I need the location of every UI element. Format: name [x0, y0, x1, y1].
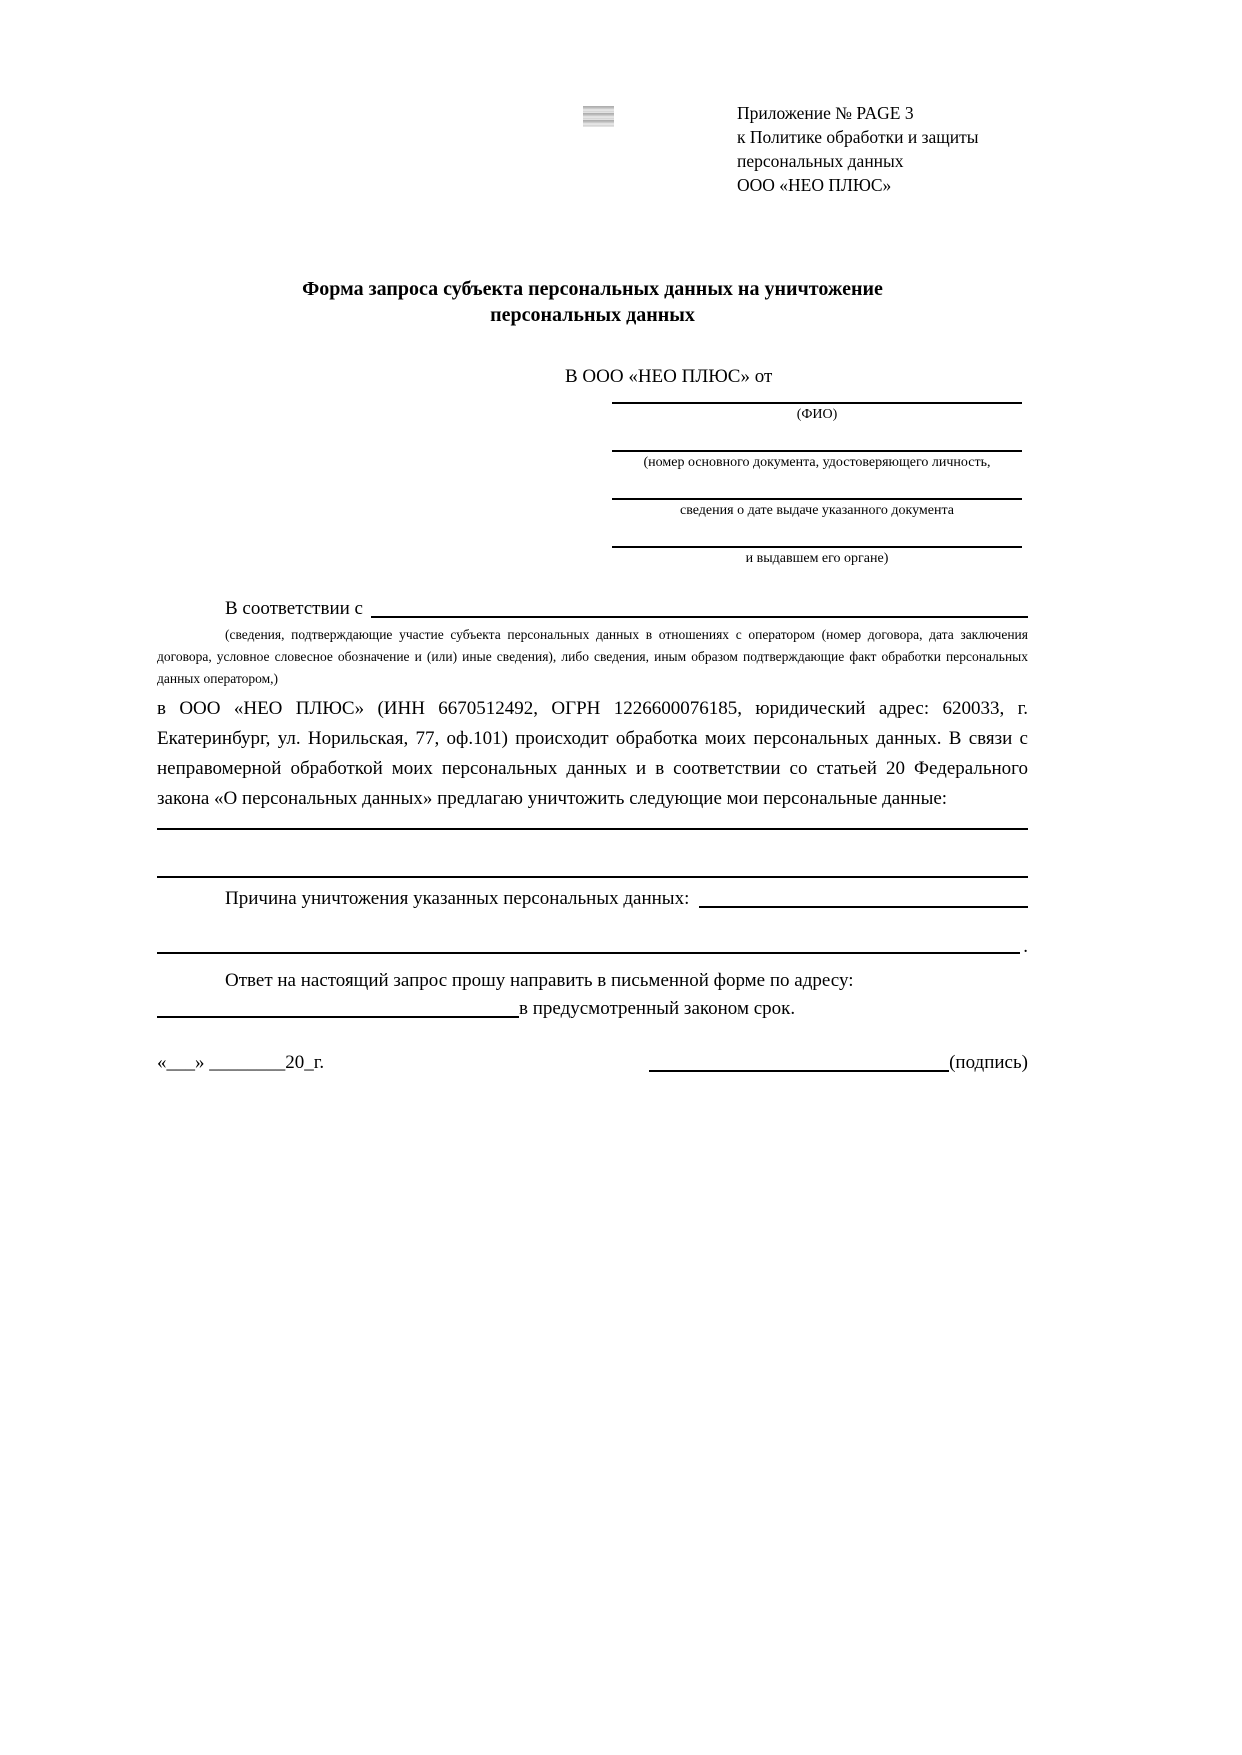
- body-paragraph: в ООО «НЕО ПЛЮС» (ИНН 6670512492, ОГРН 1226600076185, юридический адрес: 620033, г. Екатеринбург, ул. Норильская, 77, оф.101) происходит обработка моих персональных данных. В связи с неправомерной обработкой моих персональных данных и в соответствии со статьей 20 Федерального закона «О персональных данных» предлагаю уничтожить следующие мои персональные данные:: [157, 698, 1028, 809]
- accordance-line: [157, 596, 1028, 622]
- signature-blank-line: [649, 1070, 949, 1072]
- reason-label: Причина уничтожения указанных персональных данных:: [225, 888, 690, 909]
- document-content: [157, 0, 1028, 1076]
- fio-caption: (ФИО): [796, 407, 838, 422]
- issue-date-caption: сведения о дате выдаче указанного документа: [680, 503, 954, 518]
- reason-continuation-blank-line: [157, 952, 1020, 954]
- document-number-field: [612, 450, 1022, 472]
- reason-line: [157, 886, 1028, 912]
- response-term-text: в предусмотренный законом срок.: [519, 998, 796, 1019]
- response-request-line: Ответ на настоящий запрос прошу направить в письменной форме по адресу:: [225, 970, 854, 991]
- accordance-blank-line: [371, 596, 1028, 618]
- addressee-line: В ООО «НЕО ПЛЮС» от: [565, 366, 773, 387]
- line-end-period: .: [1023, 936, 1028, 957]
- document-number-caption: (номер основного документа, удостоверяющего личность,: [643, 455, 991, 470]
- date-signature-row: [157, 1050, 1028, 1076]
- paragraph-indent: [157, 886, 225, 912]
- fio-field: [612, 402, 1022, 424]
- signature-block: [649, 1050, 1028, 1076]
- reason-continuation-line: [157, 936, 1028, 958]
- data-blank-line-2: [157, 876, 1028, 878]
- issuing-authority-field: [612, 546, 1022, 568]
- accordance-lead-text: В соответствии с: [225, 598, 363, 619]
- appendix-line-4: ООО «НЕО ПЛЮС»: [737, 175, 892, 195]
- appendix-line-2: к Политике обработки и защиты: [737, 127, 979, 147]
- date-template: «___» ________20_г.: [157, 1052, 325, 1073]
- issue-date-field: [612, 498, 1022, 520]
- data-blank-line-1: [157, 828, 1028, 830]
- signature-caption: (подпись): [949, 1052, 1028, 1073]
- paragraph-indent: [157, 596, 225, 622]
- reason-blank-line: [699, 886, 1028, 908]
- appendix-line-3: персональных данных: [737, 151, 904, 171]
- address-blank-line: [157, 996, 519, 1018]
- identity-fields: [612, 402, 1022, 568]
- response-address-line: [157, 996, 1028, 1022]
- issuing-authority-caption: и выдавшем его органе): [745, 551, 889, 566]
- form-title-line-1: Форма запроса субъекта персональных данных на уничтожение: [302, 278, 883, 300]
- form-title: [157, 276, 1028, 328]
- appendix-line-1: Приложение № PAGE 3: [737, 103, 914, 123]
- form-title-line-2: персональных данных: [490, 304, 695, 326]
- accordance-footnote: (сведения, подтверждающие участие субъекта персональных данных в отношениях с оператором (номер договора, дата заключения договора, условное словесное обозначение и (или) иные сведения), либо сведения, иным образом подтверждающие факт обработки персональных данных оператором,): [157, 627, 1028, 686]
